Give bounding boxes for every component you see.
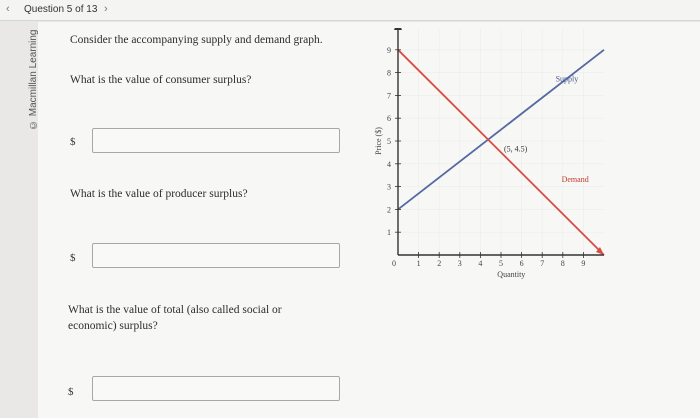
y-tick-label: 5 (387, 137, 391, 146)
producer-surplus-input[interactable] (93, 244, 339, 267)
dollar-sign: $ (68, 386, 74, 398)
y-tick-label: 2 (387, 205, 391, 215)
equilibrium-label: (5, 4.5) (504, 144, 528, 154)
y-tick-label: 6 (387, 114, 391, 124)
x-tick-label: 4 (478, 259, 483, 268)
publisher-watermark: © Macmillan Learning (28, 29, 39, 130)
y-tick-label: 8 (387, 68, 391, 78)
y-axis-arrowhead (394, 28, 402, 30)
question-counter: Question 5 of 13 (24, 4, 98, 15)
x-tick-label: 2 (437, 259, 442, 268)
y-axis-title: Price ($) (374, 127, 383, 155)
x-tick-label: 6 (519, 259, 524, 268)
consumer-surplus-question: What is the value of consumer surplus? (70, 74, 252, 86)
y-tick-label: 1 (387, 228, 391, 238)
chart-grid (398, 29, 604, 255)
producer-surplus-field[interactable] (92, 243, 340, 268)
x-tick-label: 8 (560, 259, 565, 268)
x-tick-label: 1 (416, 259, 421, 268)
total-surplus-input[interactable] (93, 377, 339, 400)
consumer-surplus-input[interactable] (93, 129, 339, 152)
y-tick-label: 4 (387, 159, 391, 169)
supply-demand-chart (365, 28, 640, 288)
y-tick-label: 9 (387, 45, 391, 55)
total-surplus-question: What is the value of total (also called social or economic) surplus? (68, 304, 282, 332)
dollar-sign: $ (70, 252, 76, 264)
supply-label: Supply (555, 74, 579, 84)
chart-labels (374, 46, 589, 279)
chevron-left-icon[interactable]: ‹ (6, 3, 10, 15)
x-tick-label: 7 (540, 259, 545, 268)
x-tick-label: 0 (392, 259, 396, 268)
demand-label: Demand (561, 175, 589, 185)
x-tick-label: 9 (581, 259, 586, 268)
consumer-surplus-field[interactable] (92, 128, 340, 153)
y-tick-label: 7 (387, 91, 391, 101)
y-tick-label: 3 (387, 182, 391, 192)
producer-surplus-question: What is the value of producer surplus? (70, 188, 248, 200)
chevron-right-icon[interactable]: › (104, 3, 108, 15)
x-axis-title: Quantity (497, 270, 526, 279)
question-intro: Consider the accompanying supply and demand graph. (70, 34, 323, 46)
total-surplus-field[interactable] (92, 376, 340, 401)
top-bar (0, 0, 700, 21)
x-tick-label: 5 (499, 259, 503, 268)
x-tick-label: 3 (457, 259, 462, 268)
dollar-sign: $ (70, 136, 76, 148)
